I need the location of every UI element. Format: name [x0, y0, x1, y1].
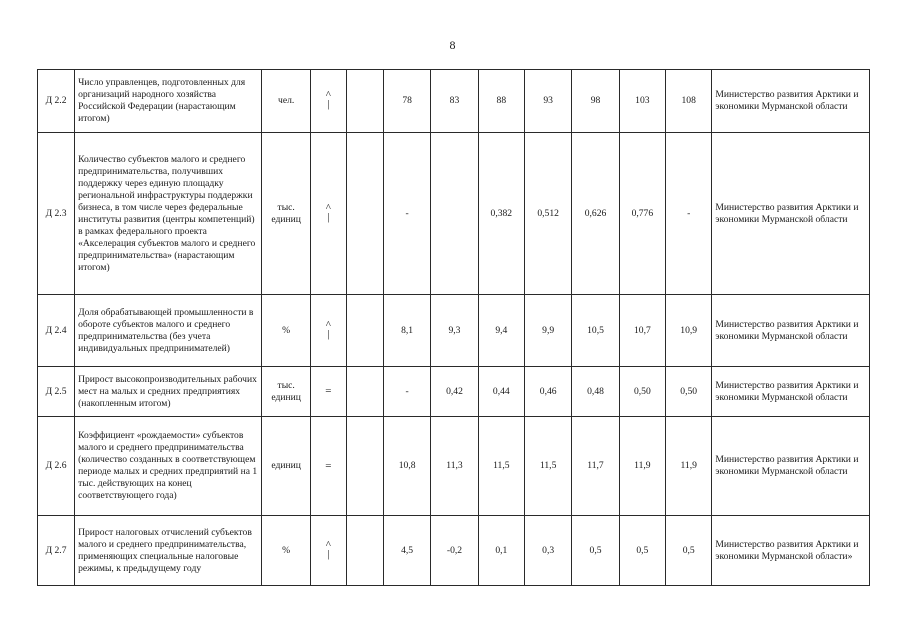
indicator-value: 0,3	[524, 516, 571, 586]
table-row	[38, 516, 870, 586]
indicator-unit: тыс. единиц	[262, 367, 310, 417]
indicator-value	[431, 133, 478, 295]
indicator-unit: тыс. единиц	[262, 133, 310, 295]
indicator-value: 4,5	[383, 516, 430, 586]
indicator-value: -	[383, 367, 430, 417]
trend-direction	[310, 295, 346, 367]
indicator-code: Д 2.3	[38, 133, 75, 295]
indicator-value: 0,46	[524, 367, 571, 417]
indicator-value: 0,5	[572, 516, 619, 586]
indicator-value: 0,626	[572, 133, 619, 295]
indicator-value: 0,50	[666, 367, 712, 417]
indicator-value: 11,9	[619, 417, 665, 516]
indicator-value: 11,5	[524, 417, 571, 516]
indicator-value	[346, 417, 383, 516]
indicator-name: Число управленцев, подготовленных для организаций народного хозяйства Российской Федерации (нарастающим итогом)	[75, 70, 262, 133]
indicator-value: 93	[524, 70, 571, 133]
indicators-table-body	[38, 70, 870, 586]
indicator-value: 88	[478, 70, 524, 133]
indicator-value	[346, 70, 383, 133]
indicator-value: 0,42	[431, 367, 478, 417]
trend-direction	[310, 367, 346, 417]
indicator-value	[346, 295, 383, 367]
indicators-table	[37, 69, 870, 586]
table-row	[38, 417, 870, 516]
indicator-value: 0,1	[478, 516, 524, 586]
indicator-value: 0,512	[524, 133, 571, 295]
table-row	[38, 70, 870, 133]
indicator-value	[346, 367, 383, 417]
indicator-value	[346, 516, 383, 586]
indicator-value: 11,5	[478, 417, 524, 516]
indicator-value: 98	[572, 70, 619, 133]
page-number: 8	[449, 38, 456, 52]
responsible-body: Министерство развития Арктики и экономики Мурманской области	[712, 295, 870, 367]
indicator-value: 0,776	[619, 133, 665, 295]
indicator-value: 0,44	[478, 367, 524, 417]
responsible-body: Министерство развития Арктики и экономики Мурманской области	[712, 70, 870, 133]
indicator-value: -0,2	[431, 516, 478, 586]
indicator-value: 0,48	[572, 367, 619, 417]
table-row	[38, 133, 870, 295]
indicator-value: 0,50	[619, 367, 665, 417]
indicator-code: Д 2.5	[38, 367, 75, 417]
trend-equal-sign: =	[325, 459, 332, 472]
indicator-unit: единиц	[262, 417, 310, 516]
responsible-body: Министерство развития Арктики и экономики Мурманской области	[712, 417, 870, 516]
trend-equal-sign: =	[325, 385, 332, 397]
table-row	[38, 295, 870, 367]
indicator-unit: %	[262, 295, 310, 367]
indicator-value: 108	[666, 70, 712, 133]
indicator-code: Д 2.7	[38, 516, 75, 586]
indicator-code: Д 2.2	[38, 70, 75, 133]
indicator-value: 78	[383, 70, 430, 133]
indicator-value: -	[383, 133, 430, 295]
trend-direction	[310, 516, 346, 586]
trend-direction	[310, 70, 346, 133]
indicator-value: 11,9	[666, 417, 712, 516]
indicator-value: 11,7	[572, 417, 619, 516]
indicator-name: Количество субъектов малого и среднего предпринимательства, получивших поддержку через единую площадку региональной инфраструктуры поддержки бизнеса, в том числе через федеральные институты развития (центры компетенций) в рамках федерального проекта «Акселерация субъектов малого и среднего предпринимательства» (нарастающим итогом)	[75, 133, 262, 295]
indicator-value: 0,5	[666, 516, 712, 586]
indicator-value: 0,382	[478, 133, 524, 295]
indicator-name: Коэффициент «рождаемости» субъектов малого и среднего предпринимательства (количество созданных в соответствующем периоде малых и средних предприятий на 1 тыс. действующих на конец соответствующего года)	[75, 417, 262, 516]
trend-direction	[310, 417, 346, 516]
indicator-value: 10,8	[383, 417, 430, 516]
indicator-value: 10,9	[666, 295, 712, 367]
indicator-value: 10,5	[572, 295, 619, 367]
responsible-body: Министерство развития Арктики и экономики Мурманской области	[712, 367, 870, 417]
indicator-name: Прирост высокопроизводительных рабочих мест на малых и средних предприятиях (накопленным итогом)	[75, 367, 262, 417]
indicator-value	[346, 133, 383, 295]
indicator-value: 103	[619, 70, 665, 133]
trend-up-icon: ^ |	[325, 538, 331, 560]
table-row	[38, 367, 870, 417]
indicator-value: 9,9	[524, 295, 571, 367]
indicator-value: 8,1	[383, 295, 430, 367]
indicator-value: 0,5	[619, 516, 665, 586]
indicator-name: Прирост налоговых отчислений субъектов малого и среднего предпринимательства, применяющих специальные налоговые режимы, к предыдущему году	[75, 516, 262, 586]
indicator-value: 9,4	[478, 295, 524, 367]
indicator-unit: %	[262, 516, 310, 586]
indicator-value: -	[666, 133, 712, 295]
indicator-value: 83	[431, 70, 478, 133]
indicator-value: 11,3	[431, 417, 478, 516]
trend-up-icon: ^ |	[325, 318, 331, 340]
indicator-code: Д 2.4	[38, 295, 75, 367]
indicator-unit: чел.	[262, 70, 310, 133]
indicator-name: Доля обрабатывающей промышленности в обороте субъектов малого и среднего предпринимательства (без учета индивидуальных предпринимателей)	[75, 295, 262, 367]
indicator-value: 10,7	[619, 295, 665, 367]
responsible-body: Министерство развития Арктики и экономики Мурманской области	[712, 133, 870, 295]
trend-direction	[310, 133, 346, 295]
indicator-value: 9,3	[431, 295, 478, 367]
trend-up-icon: ^ |	[325, 89, 331, 110]
indicator-code: Д 2.6	[38, 417, 75, 516]
trend-up-icon: ^ |	[325, 201, 331, 223]
responsible-body: Министерство развития Арктики и экономики Мурманской области»	[712, 516, 870, 586]
